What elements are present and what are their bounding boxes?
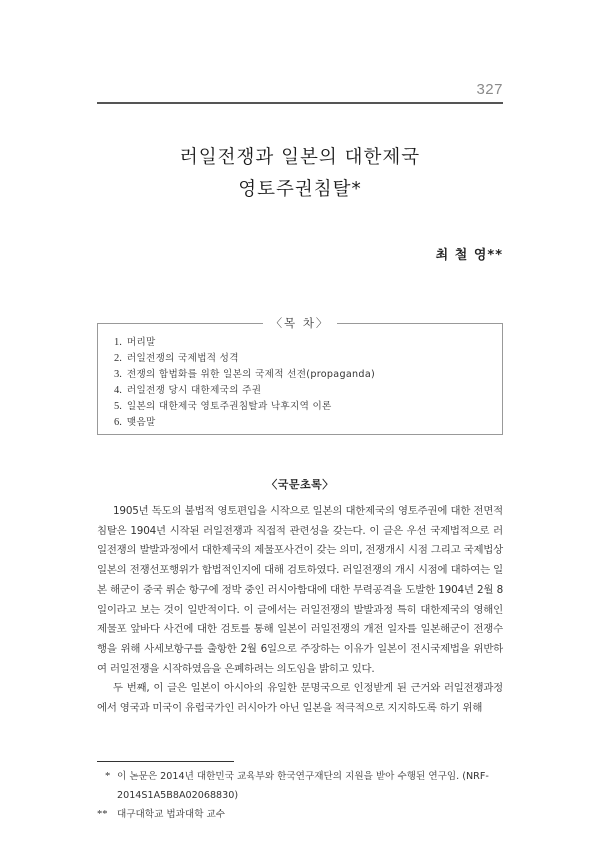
footnote-mark: ** [97,809,108,820]
abstract-paragraph-1: 1905년 독도의 불법적 영토편입을 시작으로 일본의 대한제국의 영토주권에 대한 전면적 침탈은 1904년 시작된 러일전쟁과 직접적 관련성을 갖는다. 이 글은 우선 국제법적으로 러일전쟁의 발발과정에서 대한제국의 제물포사건이 갖는 의미, 전쟁개시 시점 그리고 국제법상 일본의 전쟁선포행위가 합법적인지에 대해 검토하였다. 러일전쟁의 개시 시점에 대하여는 일본 해군이 중국 뤼순 항구에 정박 중인 러시아함대에 대한 무력공격을 도발한 1904년 2월 8일이라고 보는 것이 일반적이다. 이 글에서는 러일전쟁의 발발과정 특히 대한제국의 영해인 제물포 앞바다 사건에 대한 검토를 통해 일본이 러일전쟁의 개전 일자를 일본해군이 전쟁수행을 위해 사세보항구를 출항한 2월 6일으로 주장하는 이유가 일본이 전시국제법을 위반하여 러일전쟁을 시작하였음을 은폐하려는 의도임을 밝히고 있다. [97,505,503,675]
toc-item-text: 러일전쟁의 국제법적 성격 [126,353,239,364]
toc-item-text: 일본의 대한제국 영토주권침탈과 낙후지역 이론 [126,401,332,412]
toc-item-text: 머리말 [126,337,156,348]
title-line-1: 러일전쟁과 일본의 대한제국 [179,147,421,168]
header-rule [97,102,503,104]
page-number: 327 [476,81,503,98]
toc-item-number: 1. [114,337,122,348]
footnote-2 [97,805,503,824]
toc-heading: 〈목 차〉 [263,316,338,330]
footnote-1 [97,767,503,805]
toc-item [114,351,375,367]
abstract-body [97,502,503,719]
footnotes [97,767,503,824]
footnote-text: 이 논문은 2014년 대한민국 교육부와 한국연구재단의 지원을 받아 수행된 연구임. (NRF-2014S1A5B8A02068830) [117,771,489,801]
footnote-mark: * [105,771,111,782]
toc-item [114,383,375,399]
footnote-rule [97,761,234,762]
toc-item [114,415,375,431]
toc-item-number: 5. [114,401,122,412]
toc-item-number: 2. [114,353,122,364]
toc-item-number: 4. [114,385,122,396]
toc-item [114,399,375,415]
toc-item [114,367,375,383]
footnote-text: 대구대학교 법과대학 교수 [117,809,226,820]
toc-item-text: 전쟁의 합법화를 위한 일본의 국제적 선전(propaganda) [126,369,376,380]
toc-list [114,335,375,431]
title-line-2: 영토주권침탈* [238,179,362,200]
toc-item [114,335,375,351]
abstract-heading: 〈국문초록〉 [266,478,334,491]
toc-item-number: 3. [114,369,122,380]
toc-title [0,312,600,331]
toc-item-text: 맺음말 [126,417,156,428]
abstract-paragraph-2: 두 번째, 이 글은 일본이 아시아의 유일한 문명국으로 인정받게 된 근거와 러일전쟁과정에서 영국과 미국이 유럽국가인 러시아가 아닌 일본을 적극적으로 지지하도록 하기 위해 [97,682,503,715]
toc-item-text: 러일전쟁 당시 대한제국의 주권 [126,385,262,396]
author: 최 철 영** [435,248,503,263]
toc-item-number: 6. [114,417,122,428]
